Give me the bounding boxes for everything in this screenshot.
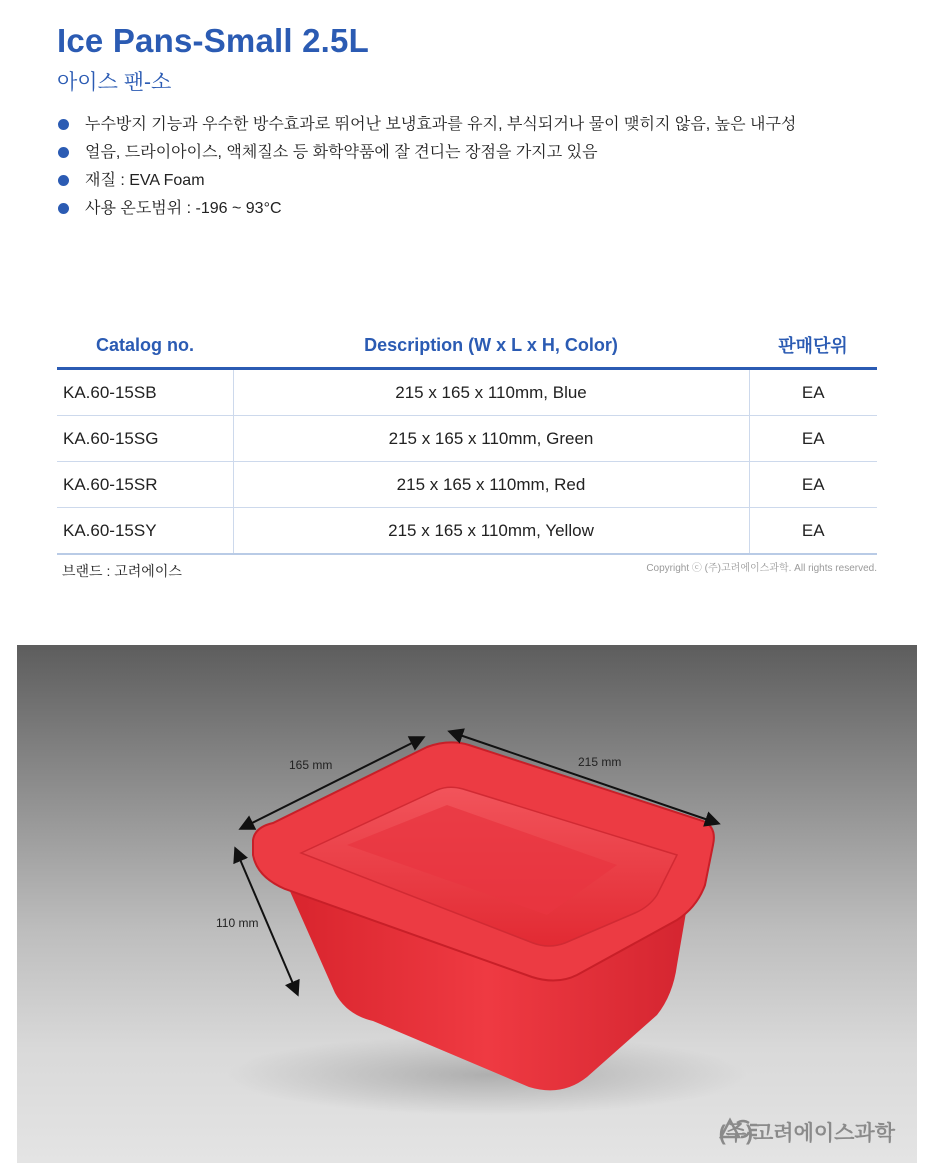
- description-cell: 215 x 165 x 110mm, Yellow: [233, 508, 749, 555]
- unit-cell: EA: [749, 369, 877, 416]
- description-cell: 215 x 165 x 110mm, Green: [233, 416, 749, 462]
- catalog-cell: KA.60-15SB: [57, 369, 233, 416]
- company-logo: [719, 1117, 895, 1147]
- description-cell: 215 x 165 x 110mm, Red: [233, 462, 749, 508]
- feature-list: [57, 112, 796, 224]
- feature-text: 사용 온도범위 : -196 ~ 93°C: [85, 200, 282, 217]
- feature-item: [57, 196, 796, 224]
- feature-item: [57, 140, 796, 168]
- catalog-cell: KA.60-15SG: [57, 416, 233, 462]
- dimension-label-length: 215 mm: [578, 755, 622, 769]
- company-logo-text: (주)고려에이스과학: [718, 1122, 895, 1145]
- page-subtitle: 아이스 팬-소: [57, 71, 172, 94]
- bullet-icon: [58, 147, 69, 158]
- brand-label: 브랜드 : 고려에이스: [62, 563, 182, 579]
- bullet-icon: [58, 175, 69, 186]
- table-header-row: [57, 323, 877, 369]
- column-header-description: Description (W x L x H, Color): [233, 323, 749, 369]
- unit-cell: EA: [749, 416, 877, 462]
- bullet-icon: [58, 203, 69, 214]
- bullet-icon: [58, 119, 69, 130]
- unit-cell: EA: [749, 508, 877, 555]
- dimension-label-width: 165 mm: [289, 758, 333, 772]
- column-header-catalog: Catalog no.: [57, 323, 233, 369]
- description-cell: 215 x 165 x 110mm, Blue: [233, 369, 749, 416]
- table-row: [57, 369, 877, 416]
- catalog-cell: KA.60-15SR: [57, 462, 233, 508]
- table-row: [57, 462, 877, 508]
- catalog-cell: KA.60-15SY: [57, 508, 233, 555]
- feature-text: 얼음, 드라이아이스, 액체질소 등 화학약품에 잘 견디는 장점을 가지고 있음: [85, 144, 598, 161]
- catalog-table: [57, 323, 877, 555]
- unit-cell: EA: [749, 462, 877, 508]
- ice-pan-illustration: [17, 645, 917, 1163]
- table-row: [57, 416, 877, 462]
- table-row: [57, 508, 877, 555]
- page-title: Ice Pans-Small 2.5L: [57, 22, 369, 59]
- feature-item: [57, 168, 796, 196]
- copyright-notice: Copyright ⓒ (주)고려에이스과학. All rights reserved.: [646, 563, 877, 574]
- feature-item: [57, 112, 796, 140]
- feature-text: 누수방지 기능과 우수한 방수효과로 뛰어난 보냉효과를 유지, 부식되거나 물이 맺히지 않음, 높은 내구성: [85, 116, 797, 133]
- feature-text: 재질 : EVA Foam: [85, 172, 205, 189]
- product-photo: [17, 645, 917, 1163]
- dimension-label-height: 110 mm: [216, 916, 259, 930]
- company-logo-icon: [719, 1117, 759, 1139]
- column-header-unit: 판매단위: [749, 323, 877, 369]
